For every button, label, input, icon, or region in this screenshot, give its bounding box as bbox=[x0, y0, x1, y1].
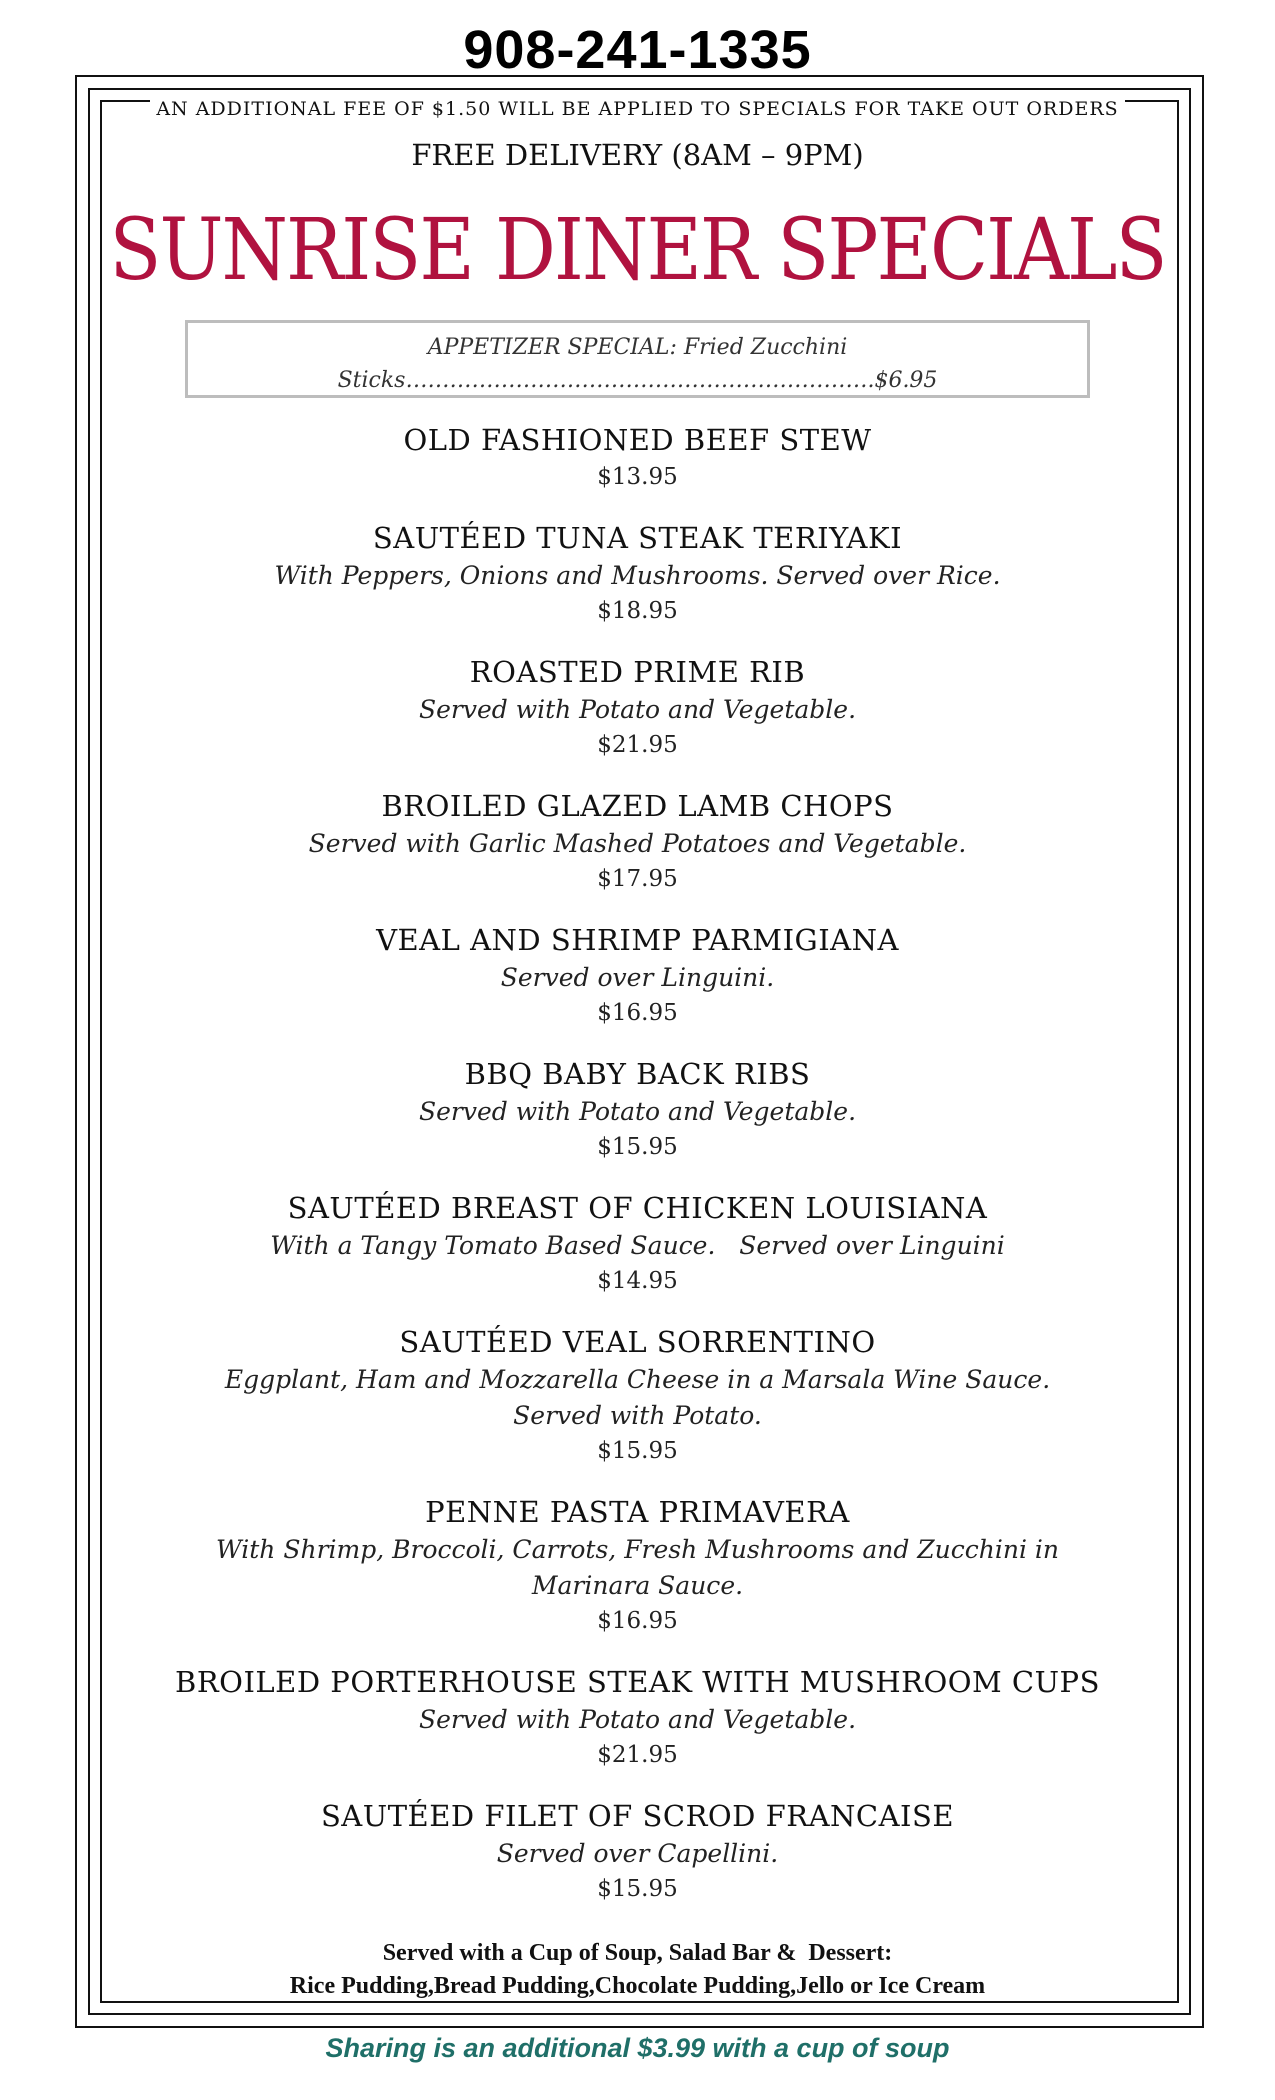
phone-number: 908-241-1335 bbox=[463, 20, 812, 80]
item-name: BROILED PORTERHOUSE STEAK WITH MUSHROOM CUPS bbox=[175, 1665, 1100, 1699]
item-name: BBQ BABY BACK RIBS bbox=[464, 1057, 811, 1091]
menu-item bbox=[160, 420, 1115, 494]
item-description: Served with Potato and Vegetable. bbox=[418, 1705, 857, 1734]
item-price: $17.95 bbox=[597, 866, 678, 892]
item-description-line-2: Marinara Sauce. bbox=[531, 1571, 744, 1600]
menu-item bbox=[160, 1054, 1115, 1164]
item-price: $15.95 bbox=[597, 1134, 678, 1160]
item-price: $18.95 bbox=[597, 598, 678, 624]
item-price: $21.95 bbox=[597, 732, 678, 758]
item-name: BROILED GLAZED LAMB CHOPS bbox=[381, 789, 894, 823]
included-sides-note bbox=[0, 1937, 1275, 2003]
item-description: With a Tangy Tomato Based Sauce. Served over Linguini bbox=[270, 1231, 1005, 1260]
page-title: SUNRISE DINER SPECIALS bbox=[109, 199, 1166, 300]
menu-item bbox=[160, 920, 1115, 1030]
menu-item bbox=[160, 652, 1115, 762]
item-name: ROASTED PRIME RIB bbox=[469, 655, 806, 689]
item-name: SAUTÉED BREAST OF CHICKEN LOUISIANA bbox=[287, 1191, 988, 1225]
specials-list bbox=[160, 420, 1115, 1930]
item-price: $16.95 bbox=[597, 1608, 678, 1634]
menu-item bbox=[160, 1322, 1115, 1468]
takeout-fee-text: AN ADDITIONAL FEE OF $1.50 WILL BE APPLIED TO SPECIALS FOR TAKE OUT ORDERS bbox=[150, 98, 1124, 120]
item-price: $21.95 bbox=[597, 1742, 678, 1768]
takeout-fee-notice bbox=[0, 98, 1275, 120]
item-description: Served with Garlic Mashed Potatoes and Vegetable. bbox=[308, 829, 967, 858]
item-price: $15.95 bbox=[597, 1876, 678, 1902]
appetizer-line-2: Sticks……………………………………………………….$6.95 bbox=[337, 368, 938, 393]
item-name: SAUTÉED FILET OF SCROD FRANCAISE bbox=[320, 1799, 955, 1833]
item-description: Served over Linguini. bbox=[500, 963, 775, 992]
appetizer-special-box bbox=[185, 320, 1090, 398]
item-description: With Shrimp, Broccoli, Carrots, Fresh Mushrooms and Zucchini in bbox=[216, 1535, 1059, 1564]
item-description-line-2: Served with Potato. bbox=[513, 1401, 762, 1430]
menu-item bbox=[160, 1188, 1115, 1298]
menu-item bbox=[160, 1662, 1115, 1772]
item-description: Eggplant, Ham and Mozzarella Cheese in a Marsala Wine Sauce. bbox=[224, 1365, 1051, 1394]
item-price: $16.95 bbox=[597, 1000, 678, 1026]
menu-item bbox=[160, 1796, 1115, 1906]
item-name: PENNE PASTA PRIMAVERA bbox=[425, 1495, 850, 1529]
item-description: Served with Potato and Vegetable. bbox=[418, 1097, 857, 1126]
item-price: $13.95 bbox=[597, 464, 678, 490]
delivery-hours: FREE DELIVERY (8AM – 9PM) bbox=[411, 138, 864, 172]
menu-item bbox=[160, 518, 1115, 628]
item-description: Served with Potato and Vegetable. bbox=[418, 695, 857, 724]
item-description: With Peppers, Onions and Mushrooms. Served over Rice. bbox=[274, 561, 1001, 590]
item-price: $15.95 bbox=[597, 1438, 678, 1464]
item-name: SAUTÉED TUNA STEAK TERIYAKI bbox=[372, 521, 903, 555]
included-sides-line-2: Rice Pudding,Bread Pudding,Chocolate Pudding,Jello or Ice Cream bbox=[289, 1973, 986, 1999]
menu-item bbox=[160, 786, 1115, 896]
item-name: SAUTÉED VEAL SORRENTINO bbox=[399, 1325, 876, 1359]
item-price: $14.95 bbox=[597, 1268, 678, 1294]
item-name: VEAL AND SHRIMP PARMIGIANA bbox=[376, 923, 899, 957]
item-name: OLD FASHIONED BEEF STEW bbox=[403, 423, 872, 457]
menu-item bbox=[160, 1492, 1115, 1638]
item-description: Served over Capellini. bbox=[496, 1839, 779, 1868]
appetizer-line-1: APPETIZER SPECIAL: Fried Zucchini bbox=[427, 335, 848, 360]
sharing-fee-note: Sharing is an additional $3.99 with a cup of soup bbox=[325, 2033, 950, 2063]
included-sides-line-1: Served with a Cup of Soup, Salad Bar & Dessert: bbox=[382, 1940, 893, 1966]
